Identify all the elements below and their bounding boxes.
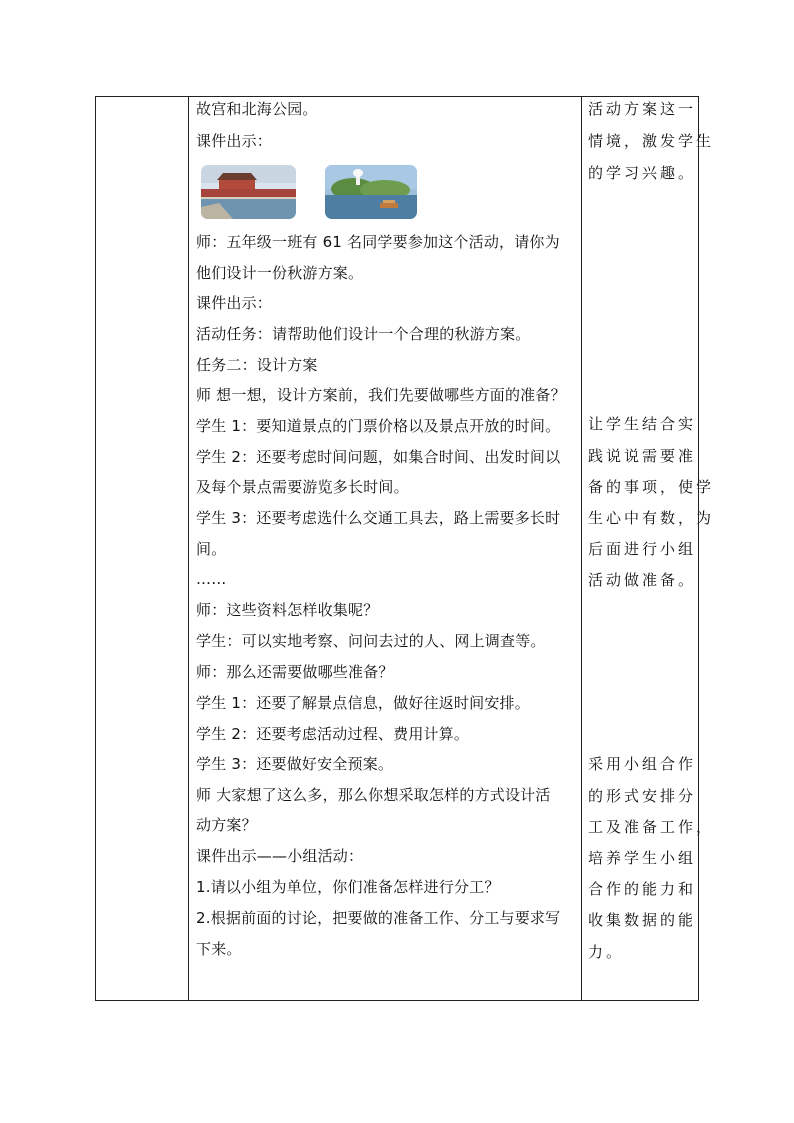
text-line: 力。: [588, 943, 625, 961]
text-line: 师 大家想了这么多，那么你想采取怎样的方式设计活: [196, 786, 551, 804]
text-line: 培养学生小组: [588, 849, 697, 867]
text-line: 学生：可以实地考察、问问去过的人、网上调查等。: [196, 632, 546, 650]
text-line: 课件出示：: [196, 294, 273, 312]
text-line: 活动任务：请帮助他们设计一个合理的秋游方案。: [196, 325, 531, 343]
text-line: 合作的能力和: [588, 880, 697, 898]
text-line: 及每个景点需要游览多长时间。: [196, 478, 409, 496]
text-line: 故宫和北海公园。: [196, 100, 318, 118]
text-line: 动方案？: [196, 816, 257, 834]
text-line: 工及准备工作，: [588, 818, 715, 836]
text-line: 学生 2：还要考虑活动过程、费用计算。: [196, 725, 470, 743]
text-line: 情境，激发学生: [588, 132, 715, 150]
text-line: 他们设计一份秋游方案。: [196, 264, 364, 282]
text-line: ……: [196, 570, 227, 588]
text-line: 课件出示——小组活动：: [196, 847, 364, 865]
text-line: 学生 1：要知道景点的门票价格以及景点开放的时间。: [196, 417, 561, 435]
text-line: 活动方案这一: [588, 100, 697, 118]
beihai-park-photo: [325, 165, 417, 219]
forbidden-city-photo: [201, 165, 296, 219]
text-line: 的学习兴趣。: [588, 164, 697, 182]
text-line: 学生 2：还要考虑时间问题，如集合时间、出发时间以: [196, 448, 561, 466]
text-line: 1.请以小组为单位，你们准备怎样进行分工？: [196, 878, 500, 896]
text-line: 师：五年级一班有 61 名同学要参加这个活动，请你为: [196, 233, 560, 251]
text-line: 师：那么还需要做哪些准备？: [196, 663, 394, 681]
text-line: 备的事项，使学: [588, 478, 715, 496]
text-line: 下来。: [196, 940, 242, 958]
text-line: 间。: [196, 540, 227, 558]
text-line: 采用小组合作: [588, 755, 697, 773]
text-line: 后面进行小组: [588, 540, 697, 558]
text-line: 任务二：设计方案: [196, 356, 318, 374]
text-line: 让学生结合实: [588, 415, 697, 433]
column-divider-left: [188, 97, 189, 1000]
text-line: 学生 1：还要了解景点信息，做好往返时间安排。: [196, 694, 530, 712]
text-line: 的形式安排分: [588, 787, 697, 805]
text-line: 活动做准备。: [588, 571, 697, 589]
text-line: 学生 3：还要做好安全预案。: [196, 755, 394, 773]
text-line: 学生 3：还要考虑选什么交通工具去，路上需要多长时: [196, 509, 561, 527]
column-divider-right: [581, 97, 582, 1000]
text-line: 践说说需要准: [588, 447, 697, 465]
lesson-table: [95, 96, 715, 1001]
text-line: 课件出示：: [196, 132, 273, 150]
text-line: 师 想一想，设计方案前，我们先要做哪些方面的准备？: [196, 386, 566, 404]
text-line: 生心中有数，为: [588, 509, 715, 527]
text-line: 收集数据的能: [588, 911, 697, 929]
text-line: 2.根据前面的讨论，把要做的准备工作、分工与要求写: [196, 909, 561, 927]
text-line: 师：这些资料怎样收集呢？: [196, 601, 379, 619]
